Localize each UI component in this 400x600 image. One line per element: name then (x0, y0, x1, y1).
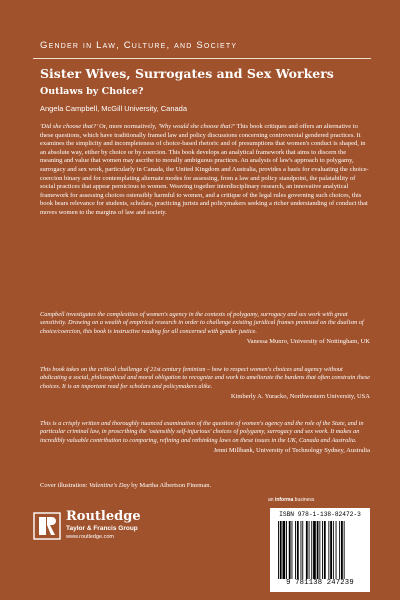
review-attribution: Kimberly A. Yuracko, Northwestern University, USA (230, 393, 370, 401)
informa-brand: informa (274, 497, 294, 503)
cover-credit-prefix: Cover illustration: (40, 482, 90, 489)
review (40, 366, 370, 400)
cover-illustration-credit (40, 482, 370, 489)
review-text: Campbell investigates the complexities of women's agency in the contexts of polygamy, surrogacy and sex work with great sensitivity. Drawing on a wealth of empirical research in order to challenge existing juridical frames premised on the dualism of choice/coercion, this book is instructive reading for all concerned with gender justice. (40, 311, 364, 335)
cover-credit-suffix: by Martha Albertson Fineman. (129, 482, 212, 489)
book-description (40, 123, 370, 218)
publisher-name: Routledge (66, 509, 141, 524)
book-title: Sister Wives, Surrogates and Sex Workers (40, 66, 334, 81)
header-rule (33, 58, 371, 59)
cover-credit-work: Valentine's Day (89, 482, 130, 489)
review (40, 311, 370, 345)
barcode-box (270, 508, 370, 592)
publisher-url: www.routledge.com (66, 534, 114, 540)
barcode-icon (278, 521, 364, 579)
series-title: Gender in Law, Culture, and Society (40, 40, 238, 51)
blurb-body: This book critiques and offers an alternative to these questions, which have traditionally framed law and policy discussions concerning controversial gendered practices. It examines the simplicity and incompleteness of choice-based rhetoric and of presumptions that women's conduct is shaped, in an absolute way, either by choice or by coercion. This book develops an analytical framework that aims to discern the meaning and value that women may ascribe to morally ambiguous practices. An analysis of law's approach to polygamy, surrogacy and sex work, particularly in Canada, the United Kingdom and Australia, provides a basis for evaluating the choice-coercion binary and for contemplating alternate modes for assessing, from a law and policy standpoint, the palatability of social practices that appear pernicious to women. Weaving together interdisciplinary research, an innovative analytical framework for assessing choices ostensibly harmful to women, and a critique of the legal rules governing such choices, this book bears relevance for students, scholars, practicing jurists and policymakers seeking a richer understanding of conduct that moves women to the margins of law and society. (40, 123, 369, 216)
review-attribution: Jenni Millbank, University of Technology Sydney, Australia (213, 447, 370, 455)
informa-prefix: an (268, 497, 275, 503)
book-subtitle: Outlaws by Choice? (40, 86, 144, 97)
blurb-question-2: 'Why would she choose that?' (158, 123, 235, 130)
blurb-connector: Or, more normatively, (97, 123, 159, 130)
barcode-digits: 9 781138 247239 (286, 579, 354, 587)
publisher-group: Taylor & Francis Group (66, 525, 138, 532)
review-attribution: Vanessa Munro, University of Nottingham, UK (246, 338, 370, 346)
informa-tagline (268, 497, 368, 503)
book-author: Angela Campbell, McGill University, Canada (40, 104, 188, 113)
routledge-logo-icon (33, 512, 61, 540)
isbn-label: ISBN 978-1-138-82472-3 (279, 511, 361, 518)
blurb-question-1: 'Did she choose that?' (40, 123, 98, 130)
review (40, 420, 370, 454)
review-text: This is a crisply written and thoroughly nuanced examination of the question of women's agency and the role of the State, and in particular criminal law, in proscribing the 'ostensibly self-injurious' choices of polygamy, surrogacy and sex work. It makes an incredibly valuable contribution to comparing, refining and rethinking laws on these issues in the UK, Canada and Australia. (40, 420, 364, 444)
review-text: This book takes on the critical challenge of 21st century feminism – how to respect women's choices and agency without abdicating a social, philosophical and moral obligation to recognize and work to ameliorate the burdens that often constrain these choices. It is an important read for scholars and policymakers alike. (40, 366, 370, 390)
informa-suffix: business (293, 497, 315, 503)
publisher-block (66, 510, 226, 540)
